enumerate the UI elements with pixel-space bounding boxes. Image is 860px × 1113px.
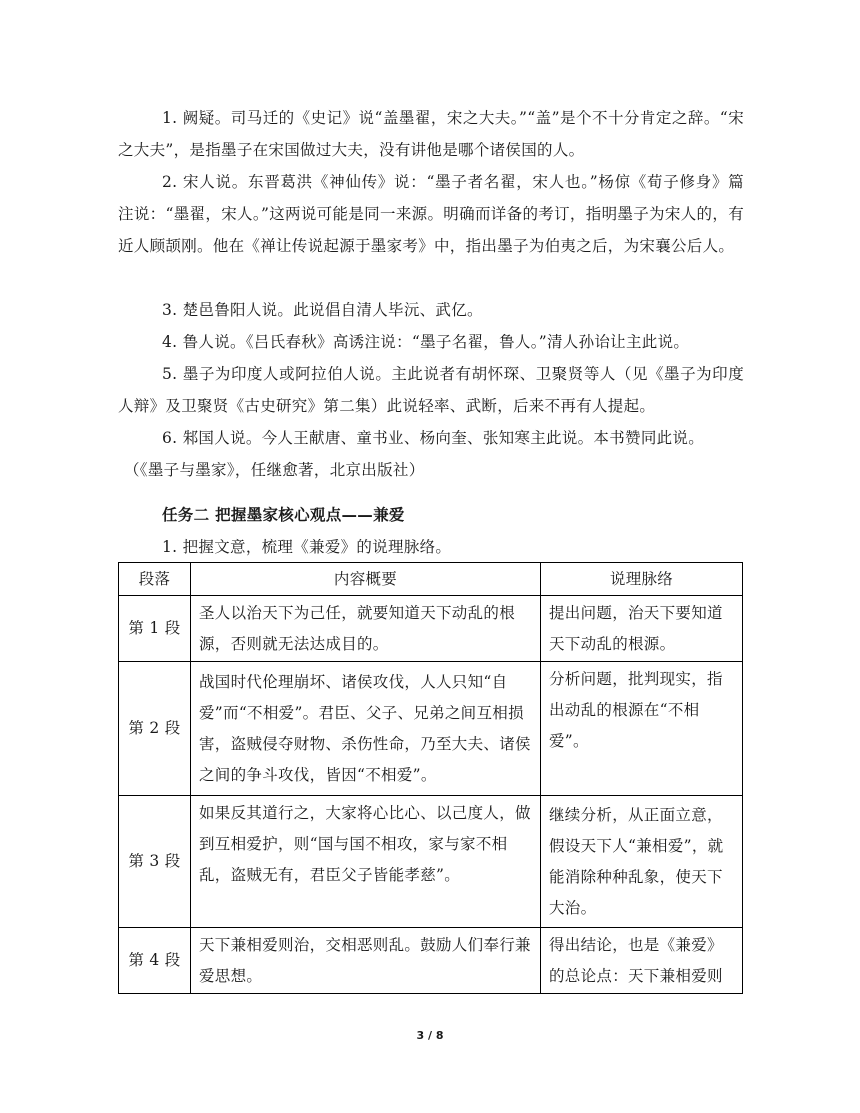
- row-paragraph-label: 第 3 段: [119, 796, 191, 928]
- header-logic: 说理脉络: [541, 563, 743, 596]
- row-paragraph-label: 第 4 段: [119, 928, 191, 994]
- subtask-instruction: 1. 把握文意，梳理《兼爱》的说理脉络。: [162, 538, 452, 556]
- row-summary: 战国时代伦理崩坏、诸侯攻伐，人人只知“自爱”而“不相爱”。君臣、父子、兄弟之间互相损害，盗贼侵夺财物、杀伤性命，乃至大夫、诸侯之间的争斗攻伐，皆因“不相爱”。: [191, 662, 541, 796]
- paragraph-2: 2. 宋人说。东晋葛洪《神仙传》说：“墨子者名翟，宋人也。”杨倞《荀子修身》篇注说：“墨翟，宋人。”这两说可能是同一来源。明确而详备的考订，指明墨子为宋人的，有近人顾颉刚。他在《禅让传说起源于墨家考》中，指出墨子为伯夷之后，为宋襄公后人。: [118, 173, 744, 255]
- table-row: [119, 928, 743, 994]
- row-logic: 得出结论，也是《兼爱》的总论点：天下兼相爱则: [541, 928, 743, 994]
- row-logic: 分析问题，批判现实，指出动乱的根源在“不相爱”。: [541, 662, 743, 796]
- row-summary: 如果反其道行之，大家将心比心、以己度人，做到互相爱护，则“国与国不相攻，家与家不相乱，盗贼无有，君臣父子皆能孝慈”。: [191, 796, 541, 928]
- row-paragraph-label: 第 2 段: [119, 662, 191, 796]
- row-logic: 提出问题，治天下要知道天下动乱的根源。: [541, 596, 743, 662]
- row-logic: 继续分析，从正面立意，假设天下人“兼相爱”，就能消除种种乱象，使天下大治。: [541, 796, 743, 928]
- row-summary: 圣人以治天下为己任，就要知道天下动乱的根源，否则就无法达成目的。: [191, 596, 541, 662]
- row-paragraph-label: 第 1 段: [119, 596, 191, 662]
- paragraph-3: 3. 楚邑鲁阳人说。此说倡自清人毕沅、武亿。: [162, 301, 483, 319]
- table-row: [119, 662, 743, 796]
- table-header-row: [119, 563, 743, 596]
- paragraph-5: 5. 墨子为印度人或阿拉伯人说。主此说者有胡怀琛、卫聚贤等人（见《墨子为印度人辩》及卫聚贤《古史研究》第二集）此说轻率、武断，后来不再有人提起。: [118, 365, 744, 415]
- header-paragraph: 段落: [119, 563, 191, 596]
- table-row: [119, 796, 743, 928]
- table-row: [119, 596, 743, 662]
- header-summary: 内容概要: [191, 563, 541, 596]
- structure-table: [118, 562, 743, 994]
- paragraph-1: 1. 阙疑。司马迁的《史记》说“盖墨翟，宋之大夫。”“盖”是个不十分肯定之辞。“宋之大夫”，是指墨子在宋国做过大夫，没有讲他是哪个诸侯国的人。: [118, 109, 744, 159]
- paragraph-4: 4. 鲁人说。《吕氏春秋》高诱注说：“墨子名翟，鲁人。”清人孙诒让主此说。: [162, 333, 690, 351]
- source-citation: （《墨子与墨家》，任继愈著，北京出版社）: [124, 461, 425, 479]
- page-number: 3 / 8: [416, 1029, 444, 1042]
- section-heading: 任务二 把握墨家核心观点——兼爱: [162, 506, 405, 524]
- row-summary: 天下兼相爱则治，交相恶则乱。鼓励人们奉行兼爱思想。: [191, 928, 541, 994]
- paragraph-6: 6. 邾国人说。今人王献唐、童书业、杨向奎、张知寒主此说。本书赞同此说。: [162, 429, 705, 447]
